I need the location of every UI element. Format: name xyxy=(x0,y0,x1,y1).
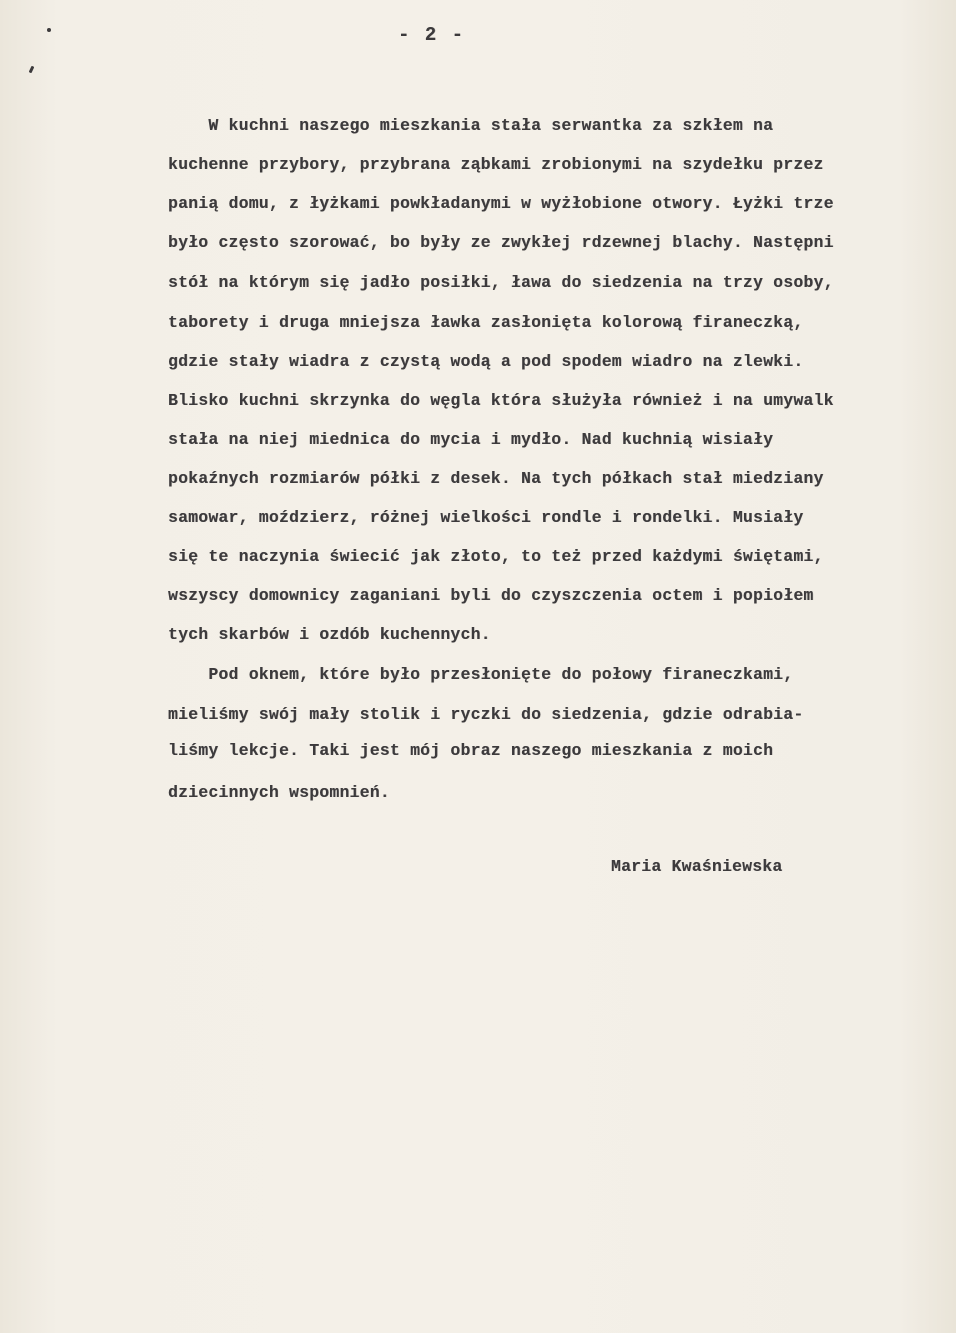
text-line: było często szorować, bo były ze zwykłej rdzewnej blachy. Następni xyxy=(168,233,834,252)
text-line: taborety i druga mniejsza ławka zasłonięta kolorową firaneczką, xyxy=(168,313,804,332)
text-line: samowar, moździerz, różnej wielkości rondle i rondelki. Musiały xyxy=(168,508,804,527)
text-line: się te naczynia świecić jak złoto, to też przed każdymi świętami, xyxy=(168,547,824,566)
text-line: kuchenne przybory, przybrana ząbkami zrobionymi na szydełku przez xyxy=(168,155,824,174)
text-line: gdzie stały wiadra z czystą wodą a pod spodem wiadro na zlewki. xyxy=(168,352,804,371)
text-line: panią domu, z łyżkami powkładanymi w wyżłobione otwory. Łyżki trze xyxy=(168,194,834,213)
text-line: stół na którym się jadło posiłki, ława do siedzenia na trzy osoby, xyxy=(168,273,834,292)
text-line: wszyscy domownicy zaganiani byli do czyszczenia octem i popiołem xyxy=(168,586,814,605)
text-line: pokaźnych rozmiarów półki z desek. Na tych półkach stał miedziany xyxy=(168,469,824,488)
text-line: tych skarbów i ozdób kuchennych. xyxy=(168,625,491,644)
page-number: - 2 - xyxy=(398,24,466,46)
ink-tick-mark xyxy=(29,66,35,74)
text-line: liśmy lekcje. Taki jest mój obraz naszego mieszkania z moich xyxy=(168,741,774,760)
signature: Maria Kwaśniewska xyxy=(611,857,783,876)
text-line: Pod oknem, które było przesłonięte do połowy firaneczkami, xyxy=(168,665,794,684)
text-line: mieliśmy swój mały stolik i ryczki do siedzenia, gdzie odrabia- xyxy=(168,705,804,724)
text-line: Blisko kuchni skrzynka do węgla która służyła również i na umywalk xyxy=(168,391,834,410)
ink-dot-mark xyxy=(47,28,51,32)
text-line: dziecinnych wspomnień. xyxy=(168,783,390,802)
text-line: W kuchni naszego mieszkania stała serwantka za szkłem na xyxy=(168,116,774,135)
text-line: stała na niej miednica do mycia i mydło. Nad kuchnią wisiały xyxy=(168,430,774,449)
